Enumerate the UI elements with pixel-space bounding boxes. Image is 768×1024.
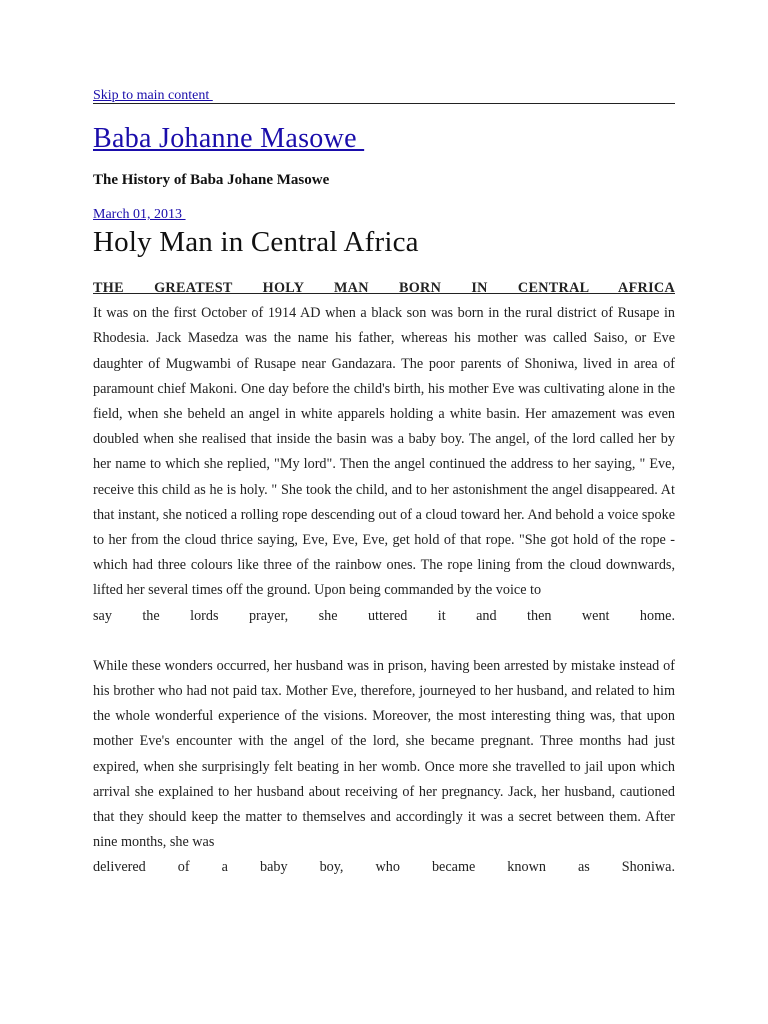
post-paragraph-2	[93, 654, 675, 881]
post-title: Holy Man in Central Africa	[93, 226, 419, 258]
header-divider	[93, 103, 675, 104]
post-body	[93, 276, 675, 881]
post-paragraph-1	[93, 276, 675, 629]
post-heading: THE GREATEST HOLY MAN BORN IN CENTRAL AFRICA	[93, 280, 675, 296]
skip-to-main-link[interactable]: Skip to main content	[93, 88, 213, 103]
paragraph-2-text: While these wonders occurred, her husband was in prison, having been arrested by mistake instead of his brother who had not paid tax. Mother Eve, therefore, journeyed to her husband, and related to him the whole wonderful experience of the visions. Moreover, the most interesting thing was, that upon mother Eve's encounter with the angel of the lord, she became pregnant. Three months had just expired, when she surprisingly felt beating in her womb. Once more she travelled to jail upon which arrival she explained to her husband about receiving of her pregnancy. Jack, her husband, cautioned that they should keep the matter to themselves and accordingly it was a secret between them. After nine months, she was	[93, 657, 675, 851]
post-date-link[interactable]: March 01, 2013	[93, 207, 186, 222]
paragraph-2-last-line: delivered of a baby boy, who became known as Shoniwa.	[93, 859, 675, 876]
blog-title-link[interactable]: Baba Johanne Masowe	[93, 123, 365, 154]
paragraph-1-last-line: say the lords prayer, she uttered it and then went home.	[93, 607, 675, 624]
paragraph-spacer	[93, 629, 675, 654]
paragraph-1-text: It was on the first October of 1914 AD when a black son was born in the rural district of Rusape in Rhodesia. Jack Masedza was the name his father, whereas his mother was called Saiso, or Eve daughter of Mugwambi of Rusape near Gandazara. The poor parents of Shoniwa, lived in area of paramount chief Makoni. One day before the child's birth, his mother Eve was cultivating alone in the field, when she beheld an angel in white apparels holding a white basin. Her amazement was even doubled when she realised that inside the basin was a baby boy. The angel, of the lord called her by her name to which she replied, "My lord". Then the angel continued the address to her saying, " Eve, receive this child as he is holy. " She took the child, and to her astonishment the angel disappeared. At that instant, she noticed a rolling rope descending out of a cloud toward her. And behold a voice spoke to her from the cloud thrice saying, Eve, Eve, Eve, get hold of that rope. "She got hold of the rope - which had three colours like three of the rainbow ones. The rope lining from the cloud downwards, lifted her several times off the ground. Upon being commanded by the voice to	[93, 305, 675, 599]
blog-description: The History of Baba Johane Masowe	[93, 172, 330, 188]
